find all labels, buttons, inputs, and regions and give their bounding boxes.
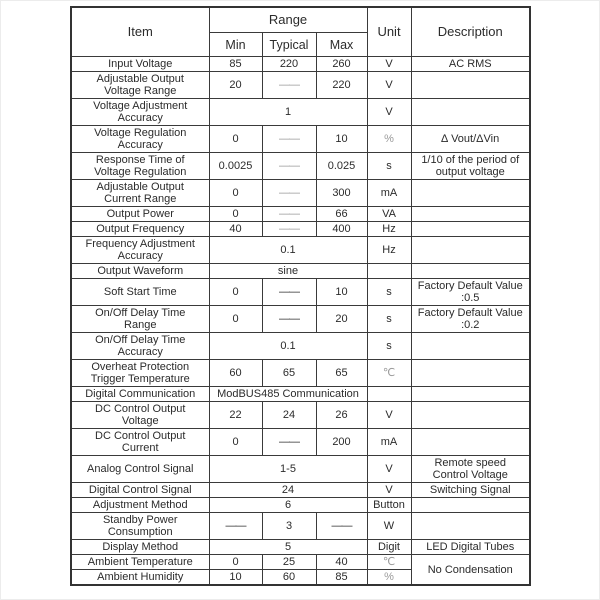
description-cell: [411, 264, 530, 279]
description-cell: AC RMS: [411, 57, 530, 72]
unit-cell: V: [367, 456, 411, 483]
table-row: [71, 57, 530, 72]
item-cell: Output Waveform: [71, 264, 209, 279]
typ-cell: ——: [262, 306, 316, 333]
max-cell: 400: [316, 222, 367, 237]
table-row: [71, 153, 530, 180]
item-cell: Input Voltage: [71, 57, 209, 72]
unit-cell: Hz: [367, 237, 411, 264]
table-row: [71, 456, 530, 483]
item-cell: Output Power: [71, 207, 209, 222]
table-row: [71, 126, 530, 153]
unit-cell: V: [367, 483, 411, 498]
unit-cell: Digit: [367, 540, 411, 555]
table-row: [71, 333, 530, 360]
max-cell: 26: [316, 402, 367, 429]
item-cell: Voltage Adjustment Accuracy: [71, 99, 209, 126]
typ-cell: ——: [262, 72, 316, 99]
min-cell: 0: [209, 555, 262, 570]
item-cell: Standby Power Consumption: [71, 513, 209, 540]
range-span-cell: ModBUS485 Communication: [209, 387, 367, 402]
item-cell: Frequency Adjustment Accuracy: [71, 237, 209, 264]
unit-cell: [367, 387, 411, 402]
header-typical: Typical: [262, 33, 316, 57]
min-cell: 20: [209, 72, 262, 99]
description-cell: [411, 498, 530, 513]
table-row: [71, 180, 530, 207]
item-cell: Analog Control Signal: [71, 456, 209, 483]
item-cell: Response Time of Voltage Regulation: [71, 153, 209, 180]
description-cell: [411, 360, 530, 387]
table-row: [71, 540, 530, 555]
table-row: [71, 237, 530, 264]
item-cell: DC Control Output Current: [71, 429, 209, 456]
max-cell: 66: [316, 207, 367, 222]
typ-cell: 65: [262, 360, 316, 387]
max-cell: 10: [316, 126, 367, 153]
max-cell: 0.025: [316, 153, 367, 180]
header-unit: Unit: [367, 7, 411, 57]
table-row: [71, 306, 530, 333]
table-row: [71, 498, 530, 513]
unit-cell: s: [367, 333, 411, 360]
unit-cell: mA: [367, 429, 411, 456]
min-cell: ——: [209, 513, 262, 540]
max-cell: 10: [316, 279, 367, 306]
typ-cell: ——: [262, 180, 316, 207]
unit-cell: mA: [367, 180, 411, 207]
description-cell: [411, 429, 530, 456]
min-cell: 22: [209, 402, 262, 429]
range-span-cell: 6: [209, 498, 367, 513]
unit-cell: %: [367, 126, 411, 153]
max-cell: ——: [316, 513, 367, 540]
min-cell: 0: [209, 126, 262, 153]
typ-cell: 3: [262, 513, 316, 540]
max-cell: 40: [316, 555, 367, 570]
header-min: Min: [209, 33, 262, 57]
max-cell: 260: [316, 57, 367, 72]
typ-cell: ——: [262, 126, 316, 153]
unit-cell: ℃: [367, 555, 411, 570]
unit-cell: V: [367, 402, 411, 429]
min-cell: 10: [209, 570, 262, 586]
typ-cell: 220: [262, 57, 316, 72]
item-cell: Output Frequency: [71, 222, 209, 237]
range-span-cell: 1: [209, 99, 367, 126]
min-cell: 0: [209, 180, 262, 207]
description-cell: Remote speed Control Voltage: [411, 456, 530, 483]
min-cell: 0.0025: [209, 153, 262, 180]
table-row: [71, 207, 530, 222]
unit-cell: VA: [367, 207, 411, 222]
description-cell: No Condensation: [411, 555, 530, 586]
item-cell: Ambient Humidity: [71, 570, 209, 586]
item-cell: Overheat Protection Trigger Temperature: [71, 360, 209, 387]
unit-cell: s: [367, 279, 411, 306]
unit-cell: s: [367, 153, 411, 180]
description-cell: [411, 333, 530, 360]
table-row: [71, 279, 530, 306]
description-cell: [411, 72, 530, 99]
unit-cell: Hz: [367, 222, 411, 237]
table-row: [71, 555, 530, 570]
item-cell: Adjustment Method: [71, 498, 209, 513]
max-cell: 85: [316, 570, 367, 586]
table-body: [71, 57, 530, 586]
header-max: Max: [316, 33, 367, 57]
max-cell: 220: [316, 72, 367, 99]
range-span-cell: 24: [209, 483, 367, 498]
description-cell: [411, 222, 530, 237]
min-cell: 0: [209, 429, 262, 456]
table-row: [71, 72, 530, 99]
description-cell: Factory Default Value :0.2: [411, 306, 530, 333]
table-row: [71, 429, 530, 456]
unit-cell: V: [367, 72, 411, 99]
unit-cell: V: [367, 99, 411, 126]
typ-cell: ——: [262, 279, 316, 306]
description-cell: Factory Default Value :0.5: [411, 279, 530, 306]
header-item: Item: [71, 7, 209, 57]
spec-table: [70, 6, 531, 586]
min-cell: 60: [209, 360, 262, 387]
item-cell: Soft Start Time: [71, 279, 209, 306]
range-span-cell: 5: [209, 540, 367, 555]
range-span-cell: 1-5: [209, 456, 367, 483]
typ-cell: 24: [262, 402, 316, 429]
min-cell: 0: [209, 279, 262, 306]
description-cell: [411, 99, 530, 126]
max-cell: 300: [316, 180, 367, 207]
description-cell: 1/10 of the period of output voltage: [411, 153, 530, 180]
description-cell: [411, 387, 530, 402]
description-cell: [411, 180, 530, 207]
description-cell: [411, 207, 530, 222]
item-cell: Digital Control Signal: [71, 483, 209, 498]
typ-cell: 60: [262, 570, 316, 586]
item-cell: Digital Communication: [71, 387, 209, 402]
max-cell: 200: [316, 429, 367, 456]
item-cell: Voltage Regulation Accuracy: [71, 126, 209, 153]
item-cell: Adjustable Output Voltage Range: [71, 72, 209, 99]
min-cell: 40: [209, 222, 262, 237]
range-span-cell: sine: [209, 264, 367, 279]
description-cell: [411, 513, 530, 540]
min-cell: 0: [209, 306, 262, 333]
max-cell: 20: [316, 306, 367, 333]
unit-cell: W: [367, 513, 411, 540]
table-row: [71, 402, 530, 429]
header-range: Range: [209, 7, 367, 33]
item-cell: DC Control Output Voltage: [71, 402, 209, 429]
typ-cell: ——: [262, 222, 316, 237]
unit-cell: %: [367, 570, 411, 586]
item-cell: On/Off Delay Time Range: [71, 306, 209, 333]
item-cell: On/Off Delay Time Accuracy: [71, 333, 209, 360]
description-cell: LED Digital Tubes: [411, 540, 530, 555]
table-header: [71, 7, 530, 57]
table-row: [71, 513, 530, 540]
table-row: [71, 264, 530, 279]
description-cell: ∆ Vout/ΔVin: [411, 126, 530, 153]
typ-cell: 25: [262, 555, 316, 570]
range-span-cell: 0.1: [209, 333, 367, 360]
range-span-cell: 0.1: [209, 237, 367, 264]
min-cell: 85: [209, 57, 262, 72]
unit-cell: [367, 264, 411, 279]
header-description: Description: [411, 7, 530, 57]
table-row: [71, 483, 530, 498]
min-cell: 0: [209, 207, 262, 222]
item-cell: Ambient Temperature: [71, 555, 209, 570]
unit-cell: V: [367, 57, 411, 72]
table-row: [71, 99, 530, 126]
table-row: [71, 360, 530, 387]
table-row: [71, 222, 530, 237]
description-cell: [411, 237, 530, 264]
unit-cell: ℃: [367, 360, 411, 387]
description-cell: Switching Signal: [411, 483, 530, 498]
typ-cell: ——: [262, 429, 316, 456]
unit-cell: Button: [367, 498, 411, 513]
max-cell: 65: [316, 360, 367, 387]
typ-cell: ——: [262, 207, 316, 222]
typ-cell: ——: [262, 153, 316, 180]
table-row: [71, 387, 530, 402]
item-cell: Display Method: [71, 540, 209, 555]
item-cell: Adjustable Output Current Range: [71, 180, 209, 207]
description-cell: [411, 402, 530, 429]
unit-cell: s: [367, 306, 411, 333]
